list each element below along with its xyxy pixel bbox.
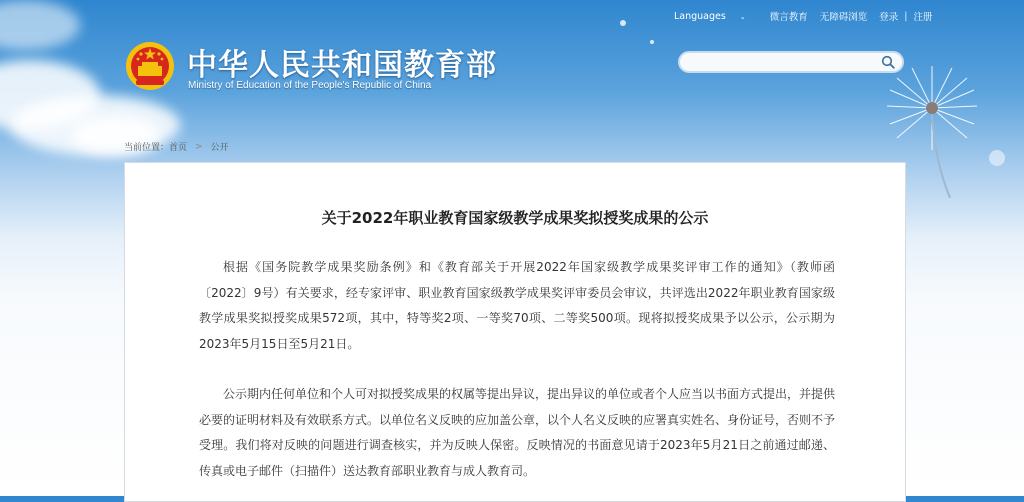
chevron-down-icon: ⌄ <box>739 12 746 21</box>
breadcrumb <box>124 140 229 153</box>
accessible-browse-link[interactable]: 无障碍浏览 <box>819 12 868 23</box>
weibo-link[interactable]: 微言教育 <box>769 12 808 23</box>
site-title[interactable]: 中华人民共和国教育部 <box>187 48 497 83</box>
sparkle-decoration <box>650 40 654 44</box>
search-icon[interactable] <box>881 55 895 69</box>
national-emblem-icon[interactable] <box>124 40 176 92</box>
article-title: 关于2022年职业教育国家级教学成果奖拟授奖成果的公示 <box>321 209 709 227</box>
languages-label: Languages <box>674 10 726 22</box>
cloud-decoration <box>0 0 80 50</box>
breadcrumb-home[interactable]: 首页 <box>169 143 188 153</box>
search-input[interactable] <box>690 55 884 75</box>
chevron-right-icon: > <box>195 141 203 152</box>
nav-separator: | <box>904 10 908 22</box>
languages-menu[interactable] <box>674 11 758 22</box>
site-title-english: Ministry of Education of the People's Republic of China <box>188 80 432 91</box>
article-paragraph: 根据《国务院教学成果奖励条例》和《教育部关于开展2022年国家级教学成果奖评审工作的通知》（教师函〔2022〕9号）有关要求，经专家评审、职业教育国家级教学成果奖评审委员会审议，共评选出2022年职业教育国家级教学成果奖拟授奖成果572项，其中，特等奖2项、一等奖70项、二等奖500项。现将拟授奖成果予以公示，公示期为2023年5月15日至5月21日。 <box>199 260 835 351</box>
article-paragraph: 公示期内任何单位和个人可对拟授奖成果的权属等提出异议，提出异议的单位或者个人应当以书面方式提出，并提供必要的证明材料及有效联系方式。以单位名义反映的应加盖公章，以个人名义反映的应署真实姓名、身份证号，否则不予受理。我们将对反映的问题进行调查核实，并为反映人保密。反映情况的书面意见请于2023年5月21日之前通过邮递、传真或电子邮件（扫描件）送达教育部职业教育与成人教育司。 <box>199 387 836 478</box>
sparkle-decoration <box>620 20 626 26</box>
search-box <box>678 51 904 73</box>
top-nav <box>674 9 944 23</box>
article-panel <box>124 162 906 502</box>
register-link[interactable]: 注册 <box>913 12 933 23</box>
login-link[interactable]: 登录 <box>879 12 899 23</box>
breadcrumb-current[interactable]: 公开 <box>210 143 229 153</box>
breadcrumb-prefix: 当前位置： <box>124 143 170 153</box>
